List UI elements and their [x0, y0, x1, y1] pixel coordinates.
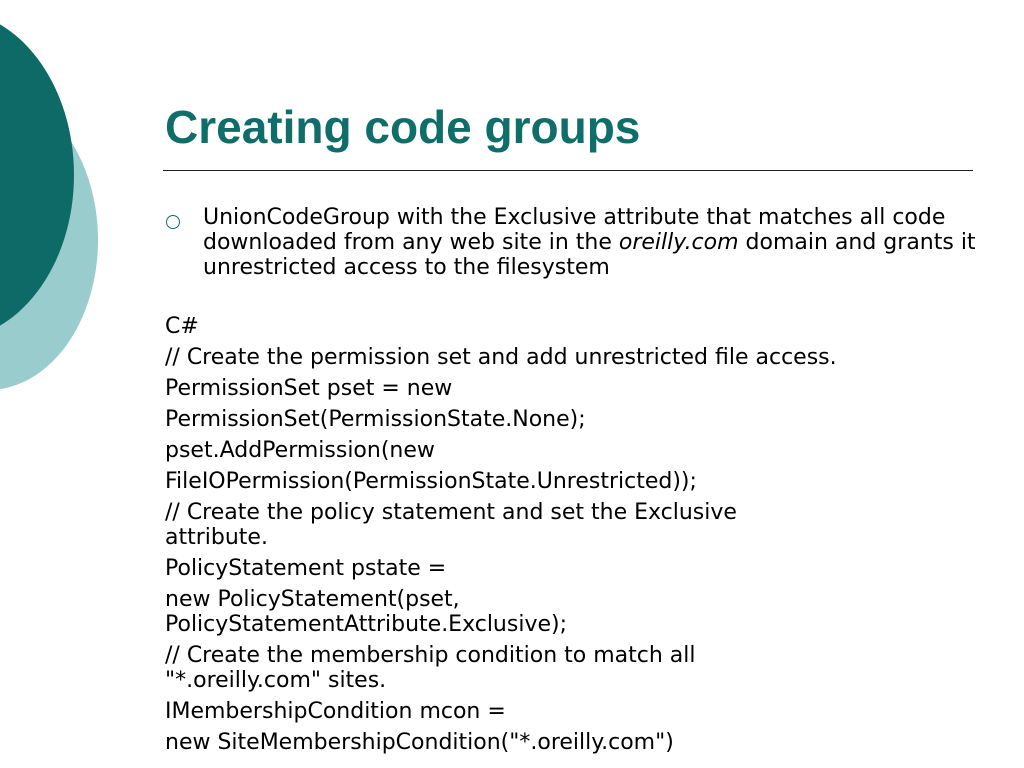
code-line: new PolicyStatement(pset, PolicyStatementAttribute.Exclusive); — [165, 587, 567, 637]
code-line: FileIOPermission(PermissionState.Unrestricted)); — [165, 469, 697, 494]
code-line: PolicyStatement pstate = — [165, 556, 447, 581]
bullet-text-before: UnionCodeGroup with the Exclusive attribute that matches all code downloaded from any web site in the — [203, 205, 946, 255]
slide-title: Creating code groups — [165, 101, 641, 153]
code-line: PermissionSet(PermissionState.None); — [165, 407, 586, 432]
bullet-text — [203, 205, 978, 280]
code-line: IMembershipCondition mcon = — [165, 699, 506, 724]
code-line: pset.AddPermission(new — [165, 438, 435, 463]
code-line: // Create the membership condition to match all "*.oreilly.com" sites. — [165, 643, 696, 693]
bullet-text-after: domain and grants it unrestricted access to the filesystem — [203, 230, 976, 280]
code-line: new SiteMembershipCondition("*.oreilly.com") — [165, 730, 674, 755]
code-line: // Create the policy statement and set the Exclusive attribute. — [165, 500, 737, 550]
code-line: // Create the permission set and add unrestricted file access. — [165, 345, 837, 370]
code-line: C# — [165, 314, 199, 339]
hollow-circle-bullet-icon — [166, 215, 180, 229]
title-divider — [163, 170, 973, 171]
code-line: PermissionSet pset = new — [165, 376, 453, 401]
code-lines — [165, 314, 985, 761]
bullet-text-domain: oreilly.com — [618, 230, 739, 255]
